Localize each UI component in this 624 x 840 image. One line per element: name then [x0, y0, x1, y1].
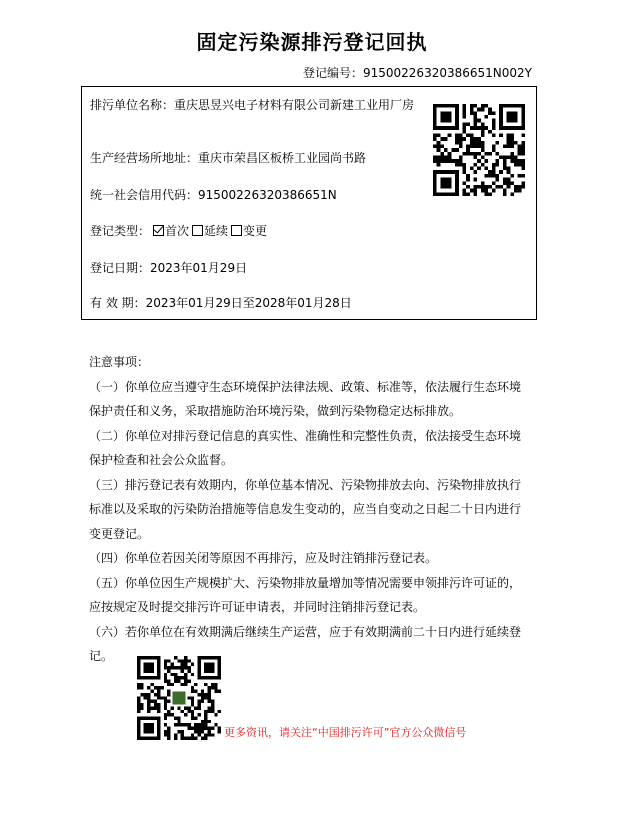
option-change: 变更	[243, 224, 268, 238]
note-item: （二）你单位对排污登记信息的真实性、准确性和完整性负责，依法接受生态环境保护检查和社会公众监督。	[89, 428, 522, 467]
validity-period: 有 效 期：2023年01月29日至2028年01月28日	[90, 296, 352, 310]
info-box	[81, 86, 537, 320]
qr-code-icon	[433, 104, 525, 196]
notes-section	[89, 350, 521, 669]
registration-type	[90, 222, 267, 240]
checkbox-first	[153, 225, 164, 236]
wechat-qr-code-icon	[137, 656, 221, 740]
registration-date: 登记日期：2023年01月29日	[90, 261, 248, 275]
note-item: （五）你单位因生产规模扩大、污染物排放量增加等情况需要申领排污许可证的，应按规定及时提交排污许可证申请表，并同时注销排污登记表。	[89, 575, 522, 614]
checkbox-change	[231, 225, 242, 236]
address: 生产经营场所地址：重庆市荣昌区板桥工业园尚书路	[90, 151, 367, 165]
note-item: （四）你单位若因关闭等原因不再排污，应及时注销排污登记表。	[89, 551, 438, 565]
checkbox-renewal	[192, 225, 203, 236]
option-renewal: 延续	[204, 224, 229, 238]
note-item: （三）排污登记表有效期内，你单位基本情况、污染物排放去向、污染物排放执行标准以及采取的污染防治措施等信息发生变动的，应当自变动之日起二十日内进行变更登记。	[89, 477, 522, 541]
footer-notice: 更多资讯，请关注“中国排污许可”官方公众微信号	[224, 726, 467, 739]
credit-code: 统一社会信用代码：91500226320386651N	[90, 188, 337, 202]
registration-type-label: 登记类型：	[90, 224, 151, 238]
note-item: （一）你单位应当遵守生态环境保护法律法规、政策、标准等，依法履行生态环境保护责任和义务，采取措施防治环境污染，做到污染物稳定达标排放。	[89, 379, 522, 418]
unit-name: 排污单位名称：重庆思昱兴电子材料有限公司新建工业用厂房	[90, 98, 415, 112]
document-title: 固定污染源排污登记回执	[196, 30, 428, 54]
registration-number: 登记编号：91500226320386651N002Y	[302, 66, 532, 80]
note-item: （六）若你单位在有效期满后继续生产运营，应于有效期满前二十日内进行延续登记。	[89, 624, 522, 663]
option-first: 首次	[165, 224, 190, 238]
notes-heading: 注意事项：	[89, 355, 150, 369]
